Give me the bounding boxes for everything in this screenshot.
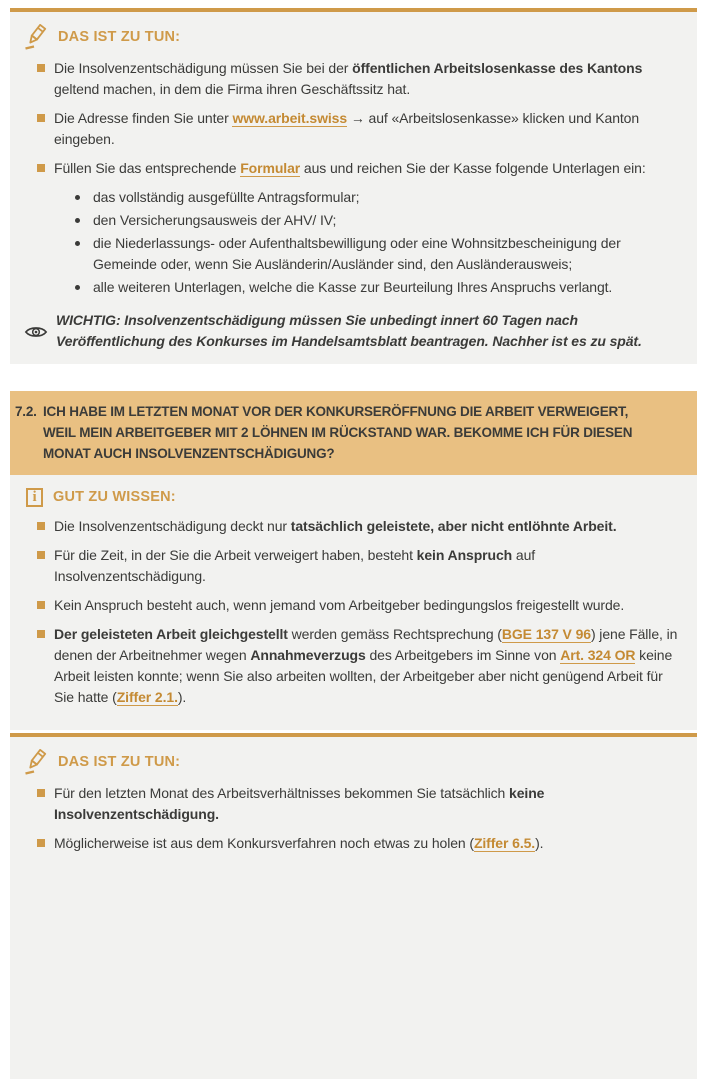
bold-segment: Der geleisteten Arbeit gleichgestellt bbox=[54, 626, 288, 642]
list-item bbox=[18, 624, 679, 708]
text-segment: Füllen Sie das entsprechende bbox=[54, 160, 241, 176]
question-title: ICH HABE IM LETZTEN MONAT VOR DER KONKURSERÖFFNUNG DIE ARBEIT VERWEIGERT, WEIL MEIN ARBEITGEBER MIT 2 LÖHNEN IM RÜCKSTAND WAR. BEKOMME ICH FÜR DIESEN MONAT AUCH INSOLVENZENTSCHÄDIGUNG? bbox=[43, 404, 633, 461]
square-bullet-icon bbox=[37, 630, 45, 638]
section-gut-zu-wissen bbox=[10, 475, 697, 730]
info-icon: i bbox=[26, 488, 43, 507]
sub-list-item bbox=[18, 233, 679, 275]
list-item-text bbox=[54, 108, 679, 150]
list-item bbox=[18, 516, 679, 537]
question-number: 7.2. bbox=[15, 404, 37, 419]
bold-segment: Annahmeverzugs bbox=[250, 647, 366, 663]
square-bullet-icon bbox=[37, 522, 45, 530]
text-segment: Die Adresse finden Sie unter bbox=[54, 110, 233, 126]
section-header bbox=[24, 749, 679, 775]
important-note-text: WICHTIG: Insolvenzentschädigung müssen Sie unbedingt innert 60 Tagen nach Veröffentlichung des Konkurses im Handelsamtsblatt beantragen. Nachher ist es zu spät. bbox=[56, 312, 642, 349]
text-segment: ). bbox=[535, 835, 544, 851]
sub-item-text: das vollständig ausgefüllte Antragsformular; bbox=[93, 189, 360, 205]
list-item bbox=[18, 108, 679, 150]
pencil-icon bbox=[24, 24, 48, 50]
pencil-icon bbox=[24, 749, 48, 775]
round-bullet-icon bbox=[75, 241, 80, 246]
list-item bbox=[18, 595, 679, 616]
round-bullet-icon bbox=[75, 195, 80, 200]
text-segment: → auf «Arbeitslosenkasse» klicken und Kanton eingeben. bbox=[54, 110, 640, 147]
sub-list-item bbox=[18, 210, 679, 231]
round-bullet-icon bbox=[75, 218, 80, 223]
eye-icon bbox=[24, 312, 48, 352]
bold-segment: . bbox=[215, 806, 219, 822]
sub-item-text: alle weiteren Unterlagen, welche die Kasse zur Beurteilung Ihres Anspruchs verlangt. bbox=[93, 279, 613, 295]
bold-segment: öffentlichen Arbeitslosenkasse des Kantons bbox=[352, 60, 643, 76]
round-bullet-icon bbox=[75, 285, 80, 290]
list-item-text bbox=[54, 158, 679, 179]
text-segment: Möglicherweise ist aus dem Konkursverfahren noch etwas zu holen ( bbox=[54, 835, 474, 851]
section-header bbox=[24, 24, 679, 50]
square-bullet-icon bbox=[37, 114, 45, 122]
square-bullet-icon bbox=[37, 164, 45, 172]
section-title: DAS IST ZU TUN: bbox=[58, 28, 181, 45]
list-item-text bbox=[54, 58, 679, 100]
text-segment: aus und reichen Sie der Kasse folgende Unterlagen ein: bbox=[300, 160, 646, 176]
section-das-ist-zu-tun-2 bbox=[10, 733, 697, 1079]
list-item-text bbox=[54, 783, 679, 825]
sub-list bbox=[18, 187, 679, 298]
bold-segment: tatsächlich geleistete, aber nicht entlöhnte Arbeit. bbox=[290, 518, 617, 534]
important-note bbox=[24, 310, 679, 352]
link-ziffer-6-5[interactable]: Ziffer 6.5. bbox=[473, 835, 536, 851]
section-title: GUT ZU WISSEN: bbox=[53, 489, 176, 505]
list-item bbox=[18, 833, 679, 854]
square-bullet-icon bbox=[37, 551, 45, 559]
sub-list-item bbox=[18, 187, 679, 208]
bold-segment: keine Insolvenzentschädigung bbox=[54, 785, 545, 822]
text-segment: Für die Zeit, in der Sie die Arbeit verweigert haben, besteht bbox=[54, 547, 417, 563]
link-ziffer-2-1[interactable]: Ziffer 2.1. bbox=[116, 689, 178, 705]
list-item bbox=[18, 158, 679, 179]
list-item-text bbox=[54, 516, 679, 537]
bold-segment: kein Anspruch bbox=[416, 547, 513, 563]
list-item bbox=[18, 58, 679, 100]
list-item-text bbox=[54, 545, 679, 587]
section-das-ist-zu-tun-1 bbox=[10, 8, 697, 364]
list-item-text bbox=[54, 624, 679, 708]
text-segment: ) jene Fälle, in denen der Arbeitnehmer wegen bbox=[54, 626, 678, 663]
section-header bbox=[24, 487, 679, 508]
square-bullet-icon bbox=[37, 601, 45, 609]
sub-item-text: die Niederlassungs- oder Aufenthaltsbewilligung oder eine Wohnsitzbescheinigung der Gemeinde oder, wenn Sie Ausländerin/Ausländer sind, den Ausländerausweis; bbox=[93, 235, 621, 272]
list-item bbox=[18, 545, 679, 587]
text-segment: keine Arbeit leisten konnte; wenn Sie also arbeiten wollten, der Arbeitgeber aber nicht genügend Arbeit für Sie hatte ( bbox=[54, 647, 673, 705]
list-item-text: Kein Anspruch besteht auch, wenn jemand vom Arbeitgeber bedingungslos freigestellt wurde. bbox=[54, 597, 625, 613]
link-bge-137-v-96[interactable]: BGE 137 V 96 bbox=[501, 626, 591, 642]
link-arbeit-swiss[interactable]: www.arbeit.swiss bbox=[232, 110, 348, 126]
list-item-text bbox=[54, 833, 679, 854]
text-segment: des Arbeitgebers im Sinne von bbox=[365, 647, 561, 663]
square-bullet-icon bbox=[37, 789, 45, 797]
text-segment: Die Insolvenzentschädigung müssen Sie bei der bbox=[54, 60, 353, 76]
text-segment: Die Insolvenzentschädigung deckt nur bbox=[54, 518, 291, 534]
square-bullet-icon bbox=[37, 64, 45, 72]
sub-item-text: den Versicherungsausweis der AHV/ IV; bbox=[93, 212, 337, 228]
sub-list-item bbox=[18, 277, 679, 298]
list-item bbox=[18, 783, 679, 825]
link-formular[interactable]: Formular bbox=[240, 160, 301, 176]
link-art-324-or[interactable]: Art. 324 OR bbox=[560, 647, 636, 663]
text-segment: geltend machen, in dem die Firma ihren Geschäftssitz hat. bbox=[54, 81, 411, 97]
text-segment: ). bbox=[177, 689, 187, 705]
text-segment: Für den letzten Monat des Arbeitsverhältnisses bekommen Sie tatsächlich bbox=[54, 785, 510, 801]
text-segment: auf Insolvenzentschädigung. bbox=[54, 547, 536, 584]
question-header bbox=[10, 391, 697, 475]
section-title: DAS IST ZU TUN: bbox=[58, 753, 181, 770]
square-bullet-icon bbox=[37, 839, 45, 847]
text-segment: werden gemäss Rechtsprechung ( bbox=[287, 626, 502, 642]
